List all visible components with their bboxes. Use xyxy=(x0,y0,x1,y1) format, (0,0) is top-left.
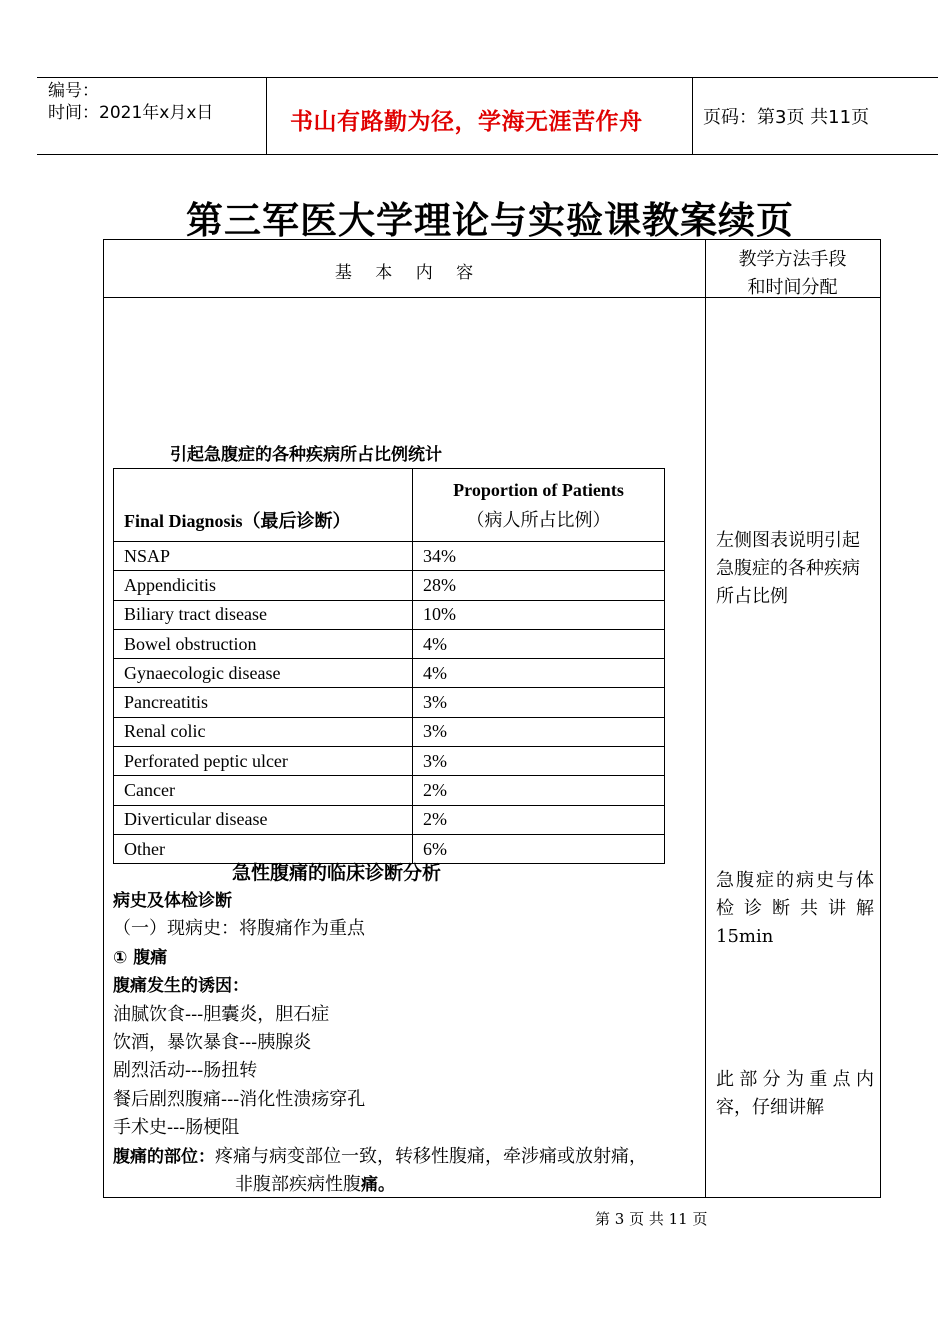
section-heading: 急性腹痛的临床诊断分析 xyxy=(232,862,442,884)
cause-line: 剧烈活动---肠扭转 xyxy=(113,1060,258,1081)
diagnosis-cell: Pancreatitis xyxy=(114,688,413,717)
table-caption: 引起急腹症的各种疾病所占比例统计 xyxy=(170,445,442,465)
proportion-cell: 2% xyxy=(413,805,665,834)
subsection-heading: 病史及体检诊断 xyxy=(113,891,232,911)
page-title: 第三军医大学理论与实验课教案续页 xyxy=(186,199,794,242)
frame-bottom xyxy=(103,1197,881,1198)
note-chart: 左侧图表说明引起急腹症的各种疾病所占比例 xyxy=(716,530,860,607)
proportion-cell: 10% xyxy=(413,600,665,629)
diagnosis-cell: Bowel obstruction xyxy=(114,629,413,658)
cause-line: 餐后剧烈腹痛---消化性溃疡穿孔 xyxy=(113,1089,366,1110)
pain-site-line xyxy=(113,1143,647,1171)
date-label: 时间：2021年x月x日 xyxy=(48,103,214,123)
frame-left xyxy=(103,239,104,1197)
cause-line: 手术史---肠梗阻 xyxy=(113,1117,240,1138)
method-column-heading-2: 和时间分配 xyxy=(747,277,838,298)
pain-site-text-2b: 痛。 xyxy=(361,1175,395,1195)
frame-top xyxy=(103,239,881,240)
pain-site-line-2 xyxy=(235,1171,395,1199)
proportion-cell: 3% xyxy=(413,688,665,717)
proportion-header xyxy=(413,469,665,542)
frame-right xyxy=(880,239,881,1197)
table-row xyxy=(114,629,665,658)
diagnosis-cell: Biliary tract disease xyxy=(114,600,413,629)
motto: 书山有路勤为径，学海无涯苦作舟 xyxy=(290,109,643,135)
table-row xyxy=(114,747,665,776)
diagnosis-cell: NSAP xyxy=(114,542,413,571)
diagnosis-cell: Appendicitis xyxy=(114,571,413,600)
pain-site-label: 腹痛的部位： xyxy=(113,1147,215,1167)
diagnosis-cell: Renal colic xyxy=(114,717,413,746)
table-row xyxy=(114,542,665,571)
table-row xyxy=(114,659,665,688)
header-divider-1 xyxy=(266,77,267,154)
proportion-cell: 34% xyxy=(413,542,665,571)
table-row xyxy=(114,571,665,600)
diagnosis-table xyxy=(113,468,665,864)
cause-line: 油腻饮食---胆囊炎，胆石症 xyxy=(113,1004,330,1025)
proportion-cell: 3% xyxy=(413,717,665,746)
frame-mid xyxy=(705,239,706,1197)
table-row xyxy=(114,688,665,717)
proportion-header-cn: （病人所占比例） xyxy=(466,510,611,530)
table-row xyxy=(114,805,665,834)
pain-site-text-2a: 非腹部疾病性腹 xyxy=(235,1174,361,1195)
proportion-cell: 2% xyxy=(413,776,665,805)
content-column-heading: 基 本 内 容 xyxy=(334,263,474,283)
proportion-header-en: Proportion of Patients xyxy=(453,480,624,500)
pain-causes-label: 腹痛发生的诱因： xyxy=(113,976,249,996)
proportion-cell: 4% xyxy=(413,659,665,688)
diagnosis-cell: Perforated peptic ulcer xyxy=(114,747,413,776)
table-row xyxy=(114,717,665,746)
header-top-rule xyxy=(37,77,938,78)
pain-site-text: 疼痛与病变部位一致，转移性腹痛，牵涉痛或放射痛， xyxy=(215,1146,647,1167)
serial-label: 编号： xyxy=(48,81,99,101)
diagnosis-cell: Gynaecologic disease xyxy=(114,659,413,688)
diagnosis-cell: Cancer xyxy=(114,776,413,805)
diagnosis-cell: Other xyxy=(114,834,413,863)
proportion-cell: 3% xyxy=(413,747,665,776)
table-row xyxy=(114,600,665,629)
page-footer: 第 3 页 共 11 页 xyxy=(595,1210,708,1228)
proportion-cell: 4% xyxy=(413,629,665,658)
method-column-heading-1: 教学方法手段 xyxy=(738,249,847,270)
diagnosis-cell: Diverticular disease xyxy=(114,805,413,834)
abdominal-pain-label: ① 腹痛 xyxy=(113,948,168,968)
header-bottom-rule xyxy=(37,154,938,155)
note-history: 急腹症的病史与体检诊断共讲解15min xyxy=(716,870,874,947)
note-key-part: 此部分为重点内容，仔细讲解 xyxy=(716,1069,874,1118)
history-line: （一）现病史：将腹痛作为重点 xyxy=(113,918,365,939)
proportion-cell: 28% xyxy=(413,571,665,600)
header-divider-2 xyxy=(692,77,693,154)
page-info: 页码：第3页 共11页 xyxy=(703,107,870,128)
proportion-cell: 6% xyxy=(413,834,665,863)
cause-line: 饮酒，暴饮暴食---胰腺炎 xyxy=(113,1032,312,1053)
table-row xyxy=(114,776,665,805)
diagnosis-header: Final Diagnosis（最后诊断） xyxy=(114,469,413,542)
